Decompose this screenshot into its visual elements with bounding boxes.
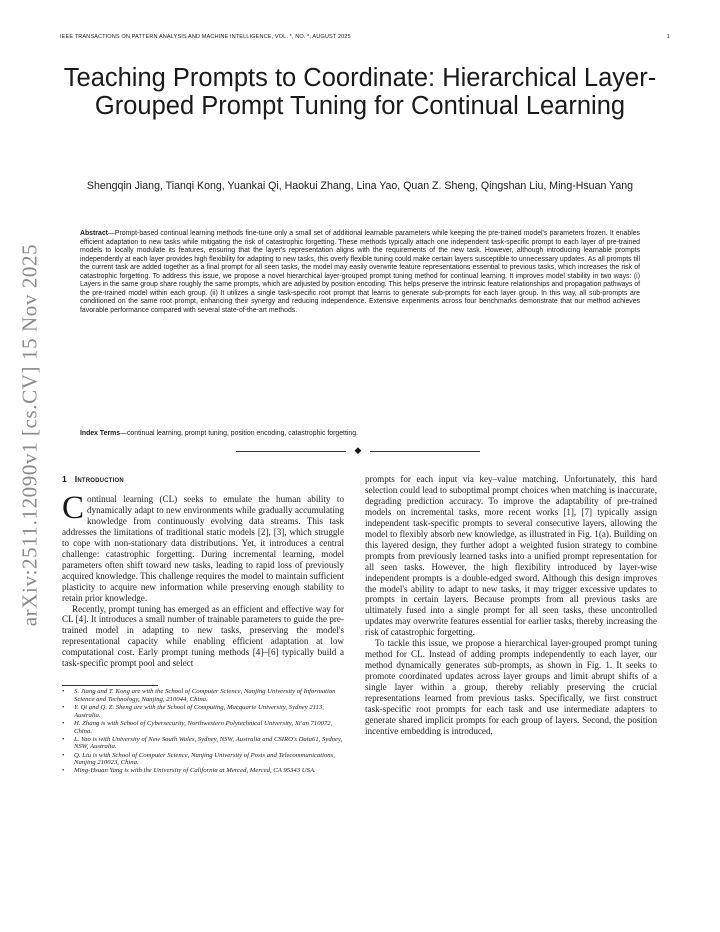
section-number: 1 xyxy=(62,474,67,484)
intro-paragraph-2: Recently, prompt tuning has emerged as an efficient and effective way for CL [4]. It introduces a small number of trainable parameters to guide the pre-trained model in adapting to new tasks, preserving the model's representational capacity while enabling efficient adaptation at low computational cost. Early prompt tuning methods [4]–[6] typically build a task-specific prompt pool and select xyxy=(62,603,344,669)
intro-paragraph-1-text: ontinual learning (CL) seeks to emulate the human ability to dynamically adapt to new environments while gradually accumulating knowledge from continuously evolving data streams. This task addresses the limitations of traditional static models [2], [3], which struggle to cope with non-stationary data distributions. Yet, it introduces a central challenge: catastrophic forgetting. During incremental learning, model parameters often shift toward new tasks, leading to rapid loss of previously acquired knowledge. This challenge requires the model to maintain sufficient plasticity to acquire new information while preserving enough stability to retain prior knowledge. xyxy=(62,494,344,603)
section-title: Introduction xyxy=(74,474,124,484)
abstract xyxy=(80,230,640,315)
diamond-icon: ◆ xyxy=(354,445,362,456)
footnote-item: • Y. Qi and Q. Z. Sheng are with the School of Computing, Macquarie University, Sydney 2113, Australia. xyxy=(62,704,344,719)
separator-line-left xyxy=(236,451,346,452)
drop-cap: C xyxy=(62,490,85,526)
journal-header: IEEE TRANSACTIONS ON PATTERN ANALYSIS AND MACHINE INTELLIGENCE, VOL. *, NO. *, AUGUST 2025 xyxy=(60,34,351,40)
intro-paragraph-4: To tackle this issue, we propose a hierarchical layer-grouped prompt tuning method for CL. Instead of adding prompts independently to each layer, our method dynamically generates sub-prompts, as shown in Fig. 1. It seeks to promote coordinated updates across layer groups and limit abrupt shifts of a single layer within a group, thereby reliably preserving the crucial representations learned from previous tasks. Specifically, we first construct task-specific root prompts for each task and use intermediate adapters to generate shared implicit prompts for each group of layers. Second, the position incentive embedding is introduced, xyxy=(365,638,657,736)
arxiv-stamp xyxy=(6,245,54,625)
footnote-item: • S. Jiang and T. Kong are with the School of Computer Science, Nanjing University of Information Science and Technology, Nanjing, 210044, China. xyxy=(62,688,344,703)
separator-line-right xyxy=(370,451,480,452)
index-terms-label: Index Terms xyxy=(80,430,121,437)
footnote-item: • L. Yao is with University of New South Wales, Sydney, NSW, Australia and CSIRO's Data61, Sydney, NSW, Australia. xyxy=(62,736,344,751)
intro-paragraph-3: prompts for each input via key–value matching. Unfortunately, this hard selection could lead to suboptimal prompt choices when matching is inaccurate, degrading prediction accuracy. To improve the adaptability of pre-trained models on incremental tasks, more recent works [1], [7] typically assign independent task-specific prompts to several consecutive layers, allowing the model to flexibly absorb new knowledge, as illustrated in Fig. 1(a). Building on this layered design, they further adopt a weighted fusion strategy to combine prompts from previously learned tasks into a unified prompt representation for all seen tasks. However, the high flexibility introduced by layer-wise independent prompts is a double-edged sword. Although this design improves the model's ability to adapt to new tasks, it may trigger excessive updates to prompts in certain layers. Because prompts from all previous tasks are ultimately fused into a single prompt for all seen tasks, these uncontrolled updates may overwrite features essential for earlier tasks, thereby increasing the risk of catastrophic forgetting. xyxy=(365,474,657,638)
footnote-item: • Ming-Hsuan Yang is with the University of California at Merced, Merced, CA 95343 USA. xyxy=(62,767,344,775)
abstract-label: Abstract xyxy=(80,230,108,237)
section-separator xyxy=(236,446,480,456)
arxiv-stamp-text: arXiv:2511.12090v1 [cs.CV] 15 Nov 2025 xyxy=(17,243,42,627)
affiliation-footnotes xyxy=(62,688,344,775)
page-number: 1 xyxy=(666,34,670,40)
footnote-rule xyxy=(62,685,158,686)
section-heading xyxy=(62,474,344,485)
footnote-item: • Q. Liu is with School of Computer Science, Nanjing University of Posts and Telecommunications, Nanjing 210023, China. xyxy=(62,752,344,767)
paper-title: Teaching Prompts to Coordinate: Hierarchical Layer-Grouped Prompt Tuning for Continual Learning xyxy=(63,64,657,120)
index-terms xyxy=(80,430,640,439)
body-column-right xyxy=(365,474,657,737)
running-header xyxy=(60,34,670,40)
index-terms-text: —continual learning, prompt tuning, position encoding, catastrophic forgetting. xyxy=(120,430,358,437)
author-list: Shengqin Jiang, Tianqi Kong, Yuankai Qi, Haokui Zhang, Lina Yao, Quan Z. Sheng, Qingshan Liu, Ming-Hsuan Yang xyxy=(86,180,634,192)
abstract-text: —Prompt-based continual learning methods fine-tune only a small set of additional learnable parameters while keeping the pre-trained model's parameters frozen. It enables efficient adaptation to new tasks while mitigating the risk of catastrophic forgetting. These methods typically attach one independent task-specific prompt to each layer of pre-trained models to locally modulate its features, ensuring that the layer's representation aligns with the requirements of the new task. However, although introducing learnable prompts independently at each layer provides high flexibility for adapting to new tasks, this overly flexible tuning could make certain layers susceptible to unnecessary updates. As all prompts till the current task are added together as a final prompt for all seen tasks, the model may easily overwrite feature representations essential to previous tasks, which increases the risk of catastrophic forgetting. To address this issue, we propose a novel hierarchical layer-grouped prompt tuning method for continual learning. It improves model stability in two ways: (i) Layers in the same group share roughly the same prompts, which are adjusted by position encoding. This helps preserve the intrinsic feature relationships and propagation pathways of the pre-trained model within each group. (ii) It utilizes a single task-specific root prompt that learns to generate sub-prompts for each layer group. In this way, all sub-prompts are conditioned on the same root prompt, enhancing their synergy and reducing independence. Extensive experiments across four benchmarks demonstrate that our method achieves favorable performance compared with several state-of-the-art methods. xyxy=(80,230,640,314)
body-column-left xyxy=(62,474,344,669)
footnote-item: • H. Zhang is with School of Cybersecurity, Northwestern Polytechnical University, Xi'an 710072, China. xyxy=(62,720,344,735)
intro-paragraph-1 xyxy=(62,490,344,604)
